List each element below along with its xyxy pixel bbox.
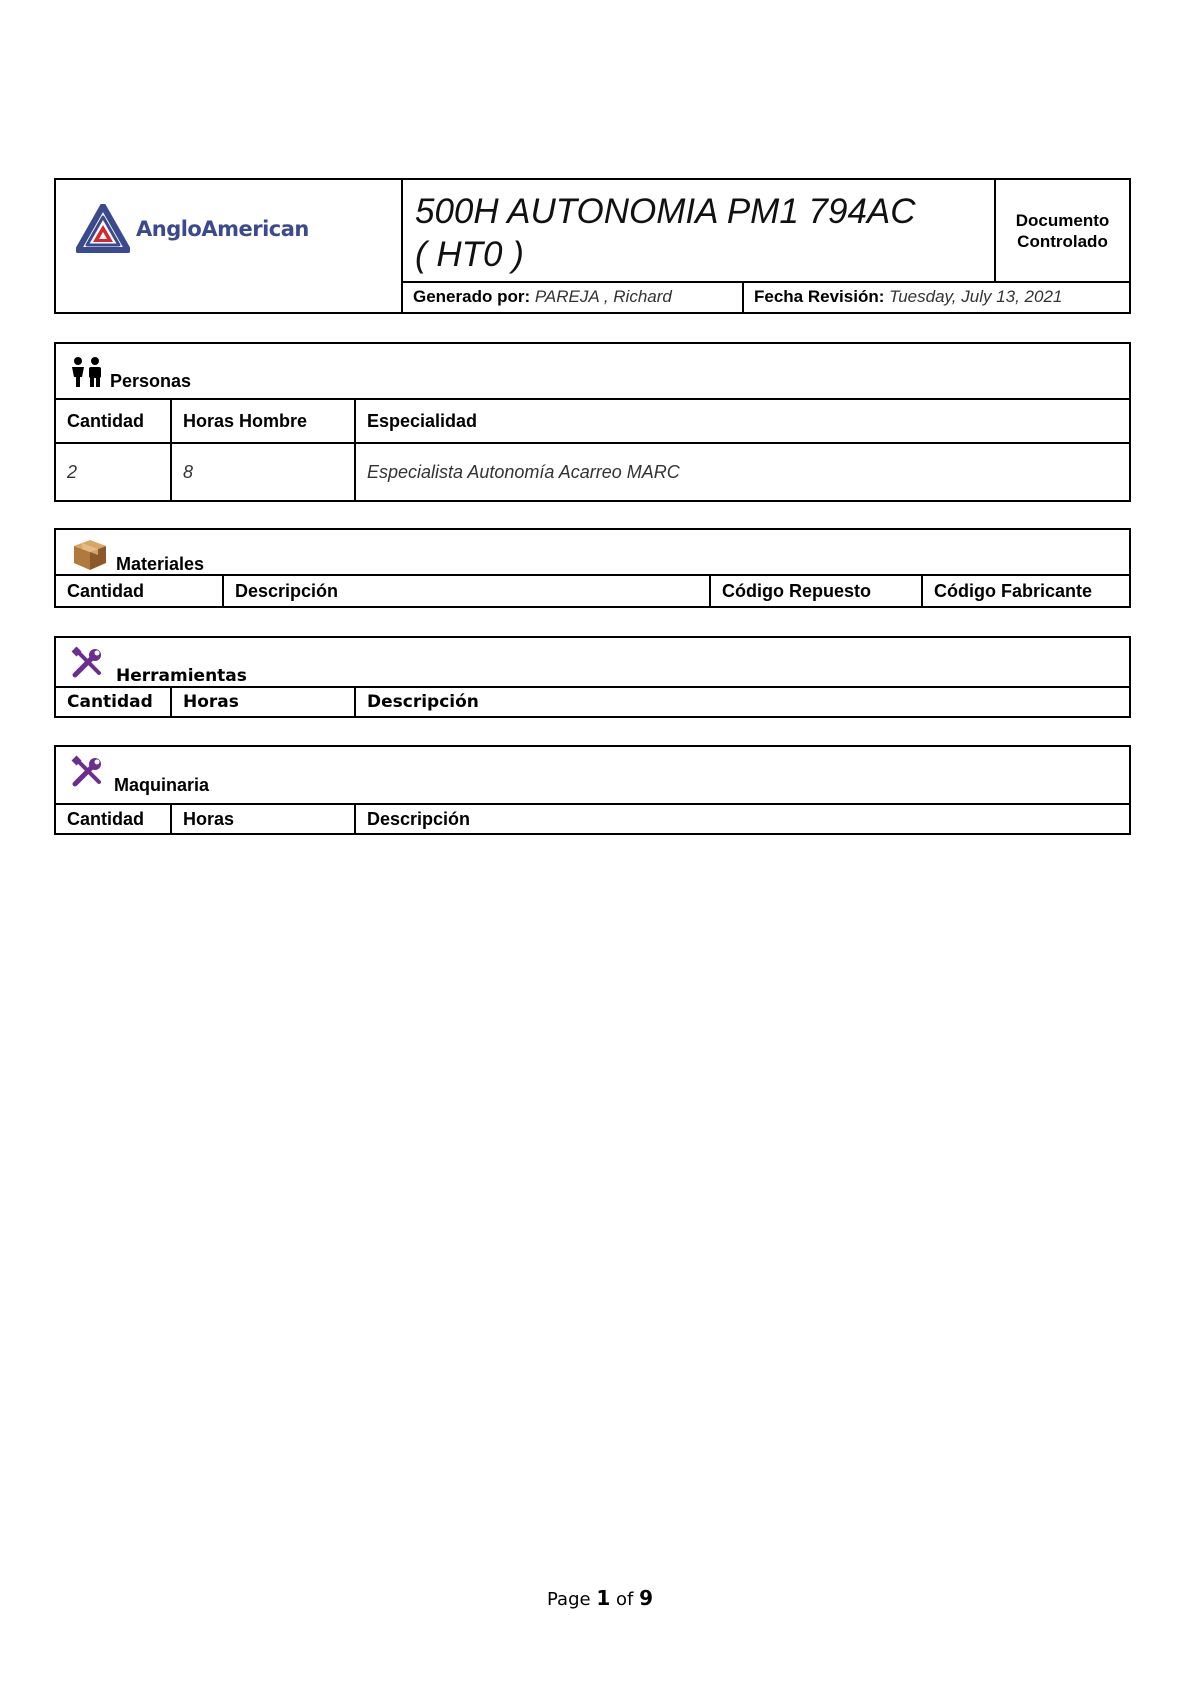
document-title-cell [403, 180, 996, 283]
col-cantidad: Cantidad [56, 805, 172, 833]
herramientas-title: Herramientas [116, 666, 247, 686]
maquinaria-column-headers [56, 805, 1129, 833]
revision-date-label: Fecha Revisión: [754, 287, 885, 306]
materiales-column-headers [56, 576, 1129, 606]
generated-by-value: PAREJA , Richard [534, 287, 672, 306]
maquinaria-header [56, 747, 1129, 805]
col-descripcion: Descripción [367, 692, 479, 712]
materiales-section [54, 528, 1131, 608]
materiales-title: Materiales [116, 554, 205, 574]
anglo-american-logo [76, 204, 309, 254]
tools-icon [70, 755, 104, 789]
table-row [56, 444, 1129, 500]
box-icon [70, 536, 110, 572]
tools-icon [70, 646, 104, 680]
revision-date-value: Tuesday, July 13, 2021 [889, 287, 1063, 306]
cell-horas: 8 [172, 444, 356, 500]
cell-especialidad: Especialista Autonomía Acarreo MARC [367, 461, 680, 482]
anglo-american-logo-icon [76, 204, 130, 254]
of-word: of [615, 1589, 634, 1610]
maquinaria-title: Maquinaria [114, 775, 210, 795]
logo-text: AngloAmerican [136, 217, 309, 241]
herramientas-column-headers [56, 688, 1129, 716]
col-codigo-repuesto: Código Repuesto [711, 576, 923, 606]
revision-date-cell [744, 283, 1129, 312]
logo-cell [56, 180, 403, 312]
document-title-line-2: ( HT0 ) [415, 235, 524, 274]
personas-header [56, 344, 1129, 400]
controlled-line-2: Controlado [1017, 231, 1108, 251]
herramientas-header [56, 638, 1129, 688]
col-horas-hombre: Horas Hombre [172, 400, 356, 442]
personas-column-headers [56, 400, 1129, 444]
document-title-line-1: 500H AUTONOMIA PM1 794AC [415, 192, 916, 231]
col-cantidad: Cantidad [56, 400, 172, 442]
materiales-header [56, 530, 1129, 576]
page-number [0, 1586, 1200, 1610]
col-codigo-fabricante: Código Fabricante [934, 580, 1093, 601]
generated-by-cell [403, 283, 744, 312]
people-icon [70, 356, 104, 388]
current-page: 1 [596, 1586, 611, 1610]
col-horas: Horas [172, 688, 356, 716]
personas-section [54, 342, 1131, 502]
document-title [415, 190, 982, 276]
maquinaria-section [54, 745, 1131, 835]
col-cantidad: Cantidad [56, 688, 172, 716]
controlled-line-1: Documento [1015, 210, 1110, 230]
col-especialidad: Especialidad [367, 410, 478, 431]
cell-cantidad: 2 [56, 444, 172, 500]
herramientas-section [54, 636, 1131, 718]
col-horas: Horas [172, 805, 356, 833]
col-cantidad: Cantidad [56, 576, 224, 606]
col-descripcion: Descripción [224, 576, 711, 606]
document-header [54, 178, 1131, 314]
controlled-document-label [996, 180, 1129, 283]
total-pages: 9 [639, 1586, 653, 1610]
personas-title: Personas [110, 371, 192, 391]
generated-by-label: Generado por: [413, 287, 531, 306]
page-word: Page [547, 1589, 591, 1610]
col-descripcion: Descripción [367, 808, 471, 829]
